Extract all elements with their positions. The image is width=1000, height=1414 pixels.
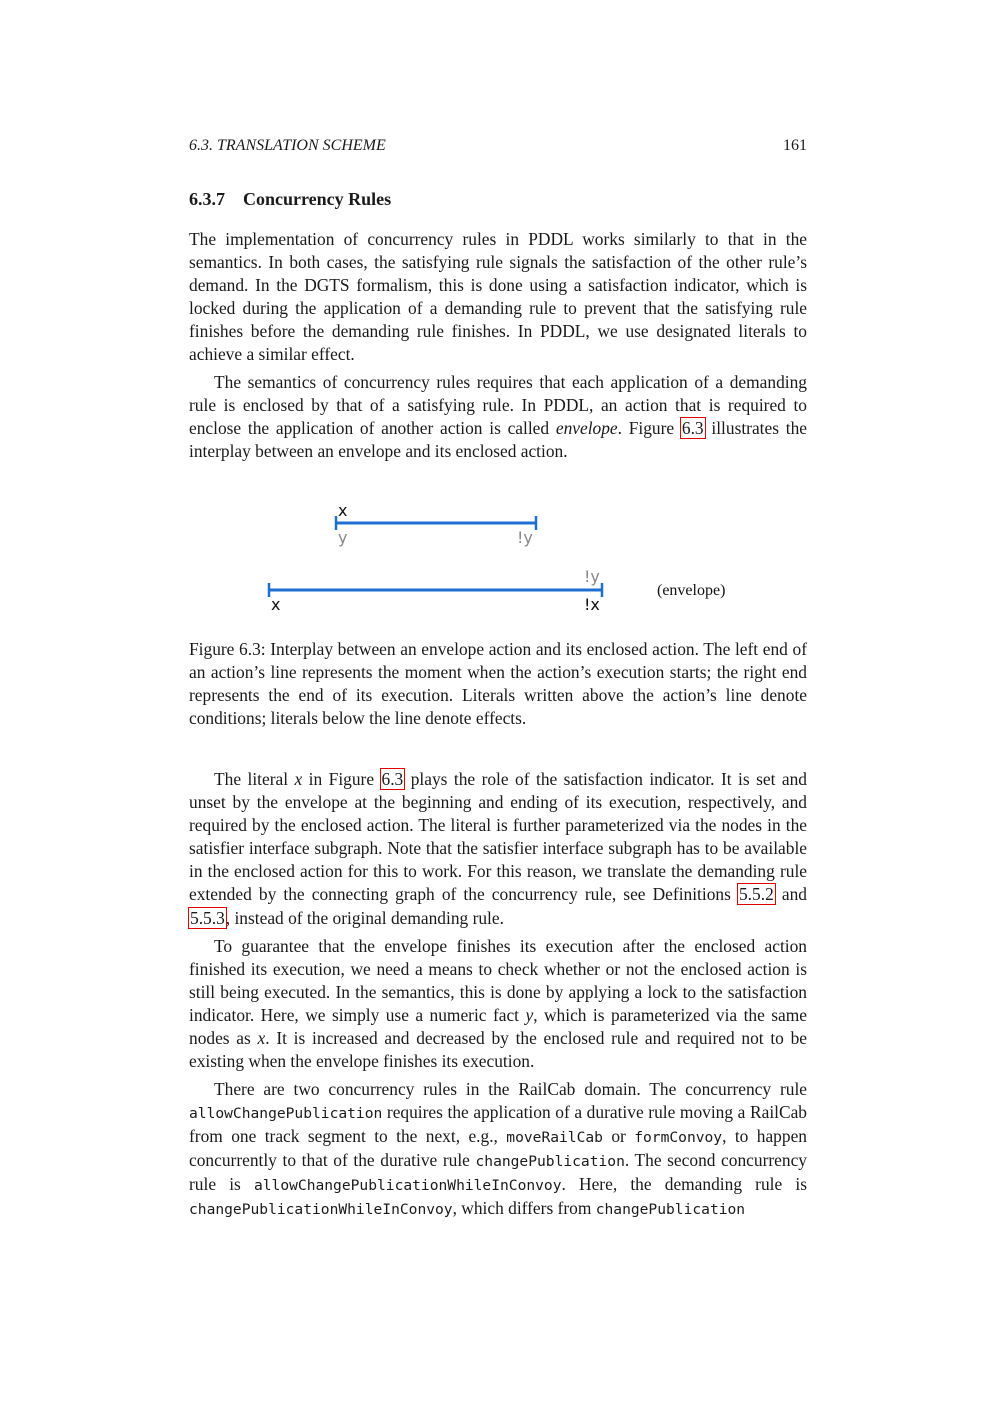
section-heading bbox=[189, 189, 391, 210]
code-identifier: formConvoy bbox=[634, 1129, 723, 1147]
code-identifier: changePublication bbox=[595, 1201, 746, 1219]
figure-ref-link[interactable]: 6.3 bbox=[681, 418, 704, 439]
var-y: y bbox=[525, 1005, 534, 1026]
page-number: 161 bbox=[783, 137, 807, 154]
enclosed-start-effect-label: y bbox=[338, 528, 348, 547]
envelope-end-condition-label: !y bbox=[584, 567, 600, 586]
paragraph-1: The implementation of concurrency rules in PDDL works similarly to that in the semantics. In both cases, the satisfying rule signals the satisfaction of the other rule’s demand. In the DGTS formalism, this is done using a satisfaction indicator, which is locked during the application of a demanding rule to prevent that the satisfying rule finishes before the demanding rule finishes. In PDDL, we use designated literals to achieve a similar effect. bbox=[189, 229, 807, 365]
code-identifier: changePublicationWhileInConvoy bbox=[189, 1201, 453, 1219]
paragraph-2: The semantics of concurrency rules requires that each application of a demanding rule is enclosed by that of a satisfying rule. In PDDL, an action that is required to enclose the application of another action is called envelope. Figure 6.3 illustrates the interplay between an envelope and its enclosed action. bbox=[189, 372, 807, 462]
paragraph-5: There are two concurrency rules in the RailCab domain. The concurrency rule allowChangePublication requires the application of a durative rule moving a RailCab from one track segment to the next, e.g., moveRailCab or formConvoy, to happen concurrently to that of the durative rule changePublication. The second concurrency rule is allowChangePublicationWhileInConvoy. Here, the demanding rule is changePublicationWhileInConvoy, which differs from changePublication bbox=[189, 1079, 807, 1219]
figure-6-3-diagram bbox=[0, 490, 1000, 630]
running-title: 6.3. TRANSLATION SCHEME bbox=[189, 137, 386, 154]
paragraph-3: The literal x in Figure 6.3 plays the role of the satisfaction indicator. It is set and unset by the envelope at the beginning and ending of its execution, respectively, and required by the enclosed action. The literal is further parameterized via the nodes in the satisfier interface subgraph. Note that the satisfier interface subgraph has to be available in the enclosed action for this to work. For this reason, we translate the demanding rule extended by the connecting graph of the concurrency rule, see Definitions 5.5.2 and 5.5.3, instead of the original demanding rule. bbox=[189, 769, 807, 928]
code-identifier: moveRailCab bbox=[506, 1129, 603, 1147]
code-identifier: allowChangePublication bbox=[189, 1105, 383, 1123]
paragraph-4: To guarantee that the envelope finishes its execution after the enclosed action finished its execution, we need a means to check whether or not the enclosed action is still being executed. In the semantics, this is done by applying a lock to the satisfaction indicator. Here, we simply use a numeric fact y, which is parameterized via the same nodes as x. It is increased and decreased by the enclosed rule and required not to be existing when the envelope finishes its execution. bbox=[189, 936, 807, 1072]
enclosed-condition-label: x bbox=[338, 501, 348, 520]
definition-ref-link[interactable]: 5.5.3 bbox=[190, 907, 225, 928]
code-identifier: changePublication bbox=[475, 1153, 625, 1171]
envelope-end-effect-label: !x bbox=[584, 595, 600, 614]
definition-ref-link[interactable]: 5.5.2 bbox=[738, 884, 774, 905]
enclosed-action bbox=[336, 501, 536, 547]
envelope-start-effect-label: x bbox=[271, 595, 281, 614]
figure-caption: Figure 6.3: Interplay between an envelope action and its enclosed action. The left end of an action’s line represents the moment when the action’s execution starts; the right end represents the end of its execution. Literals written above the action’s line denote conditions; literals below the line denote effects. bbox=[189, 639, 807, 729]
enclosed-end-effect-label: !y bbox=[517, 528, 533, 547]
section-title: Concurrency Rules bbox=[243, 189, 392, 209]
term-envelope: envelope bbox=[555, 418, 618, 439]
figure-ref-link[interactable]: 6.3 bbox=[381, 769, 404, 789]
envelope-label: (envelope) bbox=[657, 582, 726, 599]
running-header bbox=[189, 137, 807, 155]
envelope-action bbox=[269, 567, 725, 614]
var-x: x bbox=[294, 769, 303, 789]
section-number: 6.3.7 bbox=[189, 189, 225, 209]
code-identifier: allowChangePublicationWhileInConvoy bbox=[253, 1177, 562, 1195]
var-x: x bbox=[257, 1028, 266, 1049]
